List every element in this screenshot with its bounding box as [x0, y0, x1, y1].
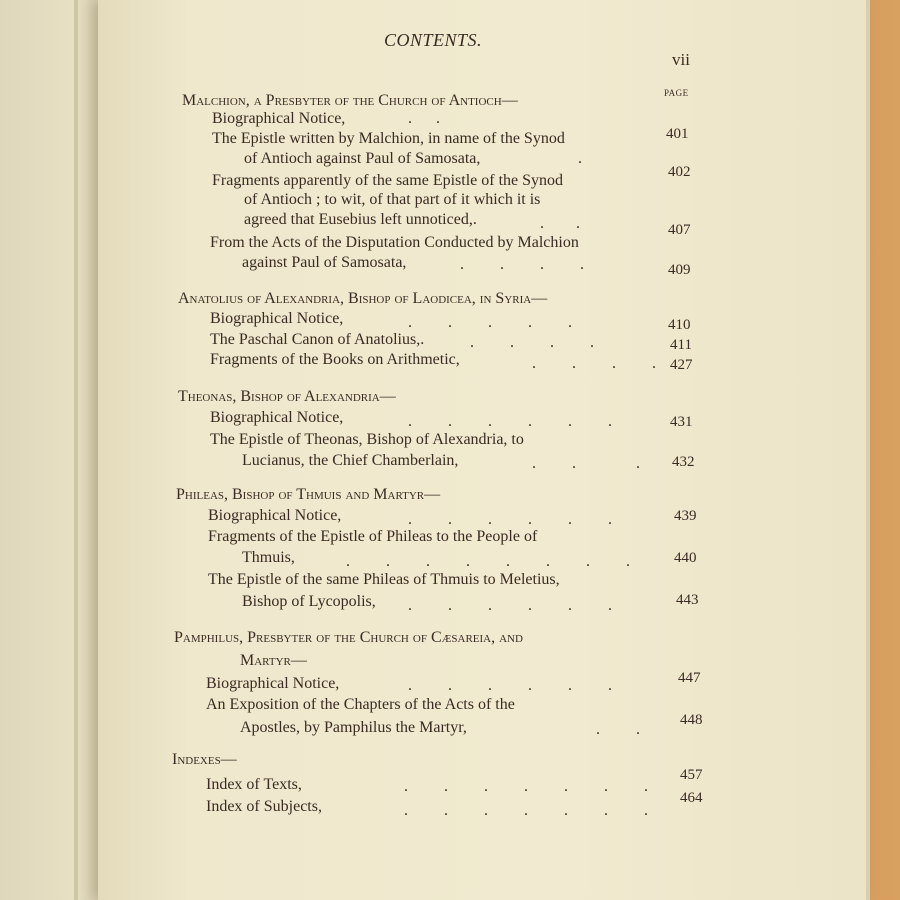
leader-dots: . . . . . . .	[404, 802, 648, 819]
section-author-indexes: Indexes—	[172, 751, 237, 768]
entry-page: 440	[674, 550, 697, 566]
entry-line: Biographical Notice,	[206, 675, 340, 692]
leader-dots: . . . . .	[408, 314, 572, 331]
entry-page: 427	[670, 357, 693, 373]
leader-dots: . .	[596, 721, 640, 738]
leader-dots: . . .	[532, 455, 640, 472]
entry-line: Biographical Notice,	[210, 310, 344, 327]
section-author-theonas: Theonas, Bishop of Alexandria—	[178, 388, 396, 405]
leader-dots: . . . .	[532, 355, 656, 372]
entry-line: The Epistle of Theonas, Bishop of Alexandria, to	[210, 431, 524, 448]
entry-line: against Paul of Samosata,	[242, 254, 407, 271]
section-author-continuation: Martyr—	[240, 652, 307, 669]
entry-page: 411	[670, 337, 692, 353]
entry-page: 431	[670, 414, 693, 430]
entry-line: Lucianus, the Chief Chamberlain,	[242, 452, 459, 469]
entry-page: 409	[668, 262, 691, 278]
entry-line: Index of Subjects,	[206, 798, 322, 815]
entry-line: Thmuis,	[242, 549, 295, 566]
leader-dots: . . . .	[470, 334, 594, 351]
entry-line: Bishop of Lycopolis,	[242, 593, 376, 610]
entry-line: The Epistle written by Malchion, in name of the Synod	[212, 130, 565, 147]
entry-page: 457	[680, 767, 703, 783]
leader-dots: . . . . . .	[408, 677, 612, 694]
entry-page: 447	[678, 670, 701, 686]
entry-page: 439	[674, 508, 697, 524]
leader-dots: .	[578, 150, 582, 167]
section-author-anatolius: Anatolius of Alexandria, Bishop of Laodicea, in Syria—	[178, 290, 548, 307]
leader-dots: . . . . . . . .	[346, 553, 630, 570]
entry-page: 402	[668, 164, 691, 180]
entry-line: Index of Texts,	[206, 776, 302, 793]
entry-page: 448	[680, 712, 703, 728]
leader-dots: . . . . . .	[408, 597, 612, 614]
page-number: vii	[672, 50, 690, 69]
entry-page: 432	[672, 454, 695, 470]
entry-line: of Antioch ; to wit, of that part of it which it is	[244, 191, 541, 208]
entry-line: Fragments apparently of the same Epistle of the Synod	[212, 172, 564, 189]
entry-page: 410	[668, 317, 691, 333]
entry-line: Biographical Notice,	[208, 507, 342, 524]
section-author-pamphilus: Pamphilus, Presbyter of the Church of Cæsareia, and	[174, 629, 523, 646]
entry-page: 407	[668, 222, 691, 238]
entry-line: An Exposition of the Chapters of the Acts of the	[206, 696, 515, 713]
section-author-phileas: Phileas, Bishop of Thmuis and Martyr—	[176, 486, 441, 503]
entry-line: Fragments of the Epistle of Phileas to the People of	[208, 528, 538, 545]
leader-dots: . . . .	[460, 256, 584, 273]
entry-line: The Paschal Canon of Anatolius,.	[210, 331, 425, 348]
entry-page: 464	[680, 790, 703, 806]
entry-line: From the Acts of the Disputation Conducted by Malchion	[210, 234, 579, 251]
entry-page: 401	[666, 126, 689, 142]
entry-line: Biographical Notice,	[210, 409, 344, 426]
leader-dots: . . . . . .	[408, 413, 612, 430]
entry-line: Fragments of the Books on Arithmetic,	[210, 351, 460, 368]
entry-line: The Epistle of the same Phileas of Thmuis to Meletius,	[208, 571, 560, 588]
running-head: CONTENTS.	[384, 30, 483, 50]
leader-dots: . .	[408, 110, 440, 127]
leader-dots: . . . . . . .	[404, 778, 648, 795]
section-author-malchion: Malchion, a Presbyter of the Church of Antioch—	[182, 92, 518, 109]
entry-line: agreed that Eusebius left unnoticed,.	[244, 211, 477, 228]
page-column-label: PAGE	[664, 88, 689, 98]
leader-dots: . . . . . .	[408, 511, 612, 528]
leader-dots: . .	[540, 215, 580, 232]
entry-line: Biographical Notice,	[212, 110, 346, 127]
entry-line: Apostles, by Pamphilus the Martyr,	[240, 719, 467, 736]
entry-line: of Antioch against Paul of Samosata,	[244, 150, 481, 167]
entry-page: 443	[676, 592, 699, 608]
